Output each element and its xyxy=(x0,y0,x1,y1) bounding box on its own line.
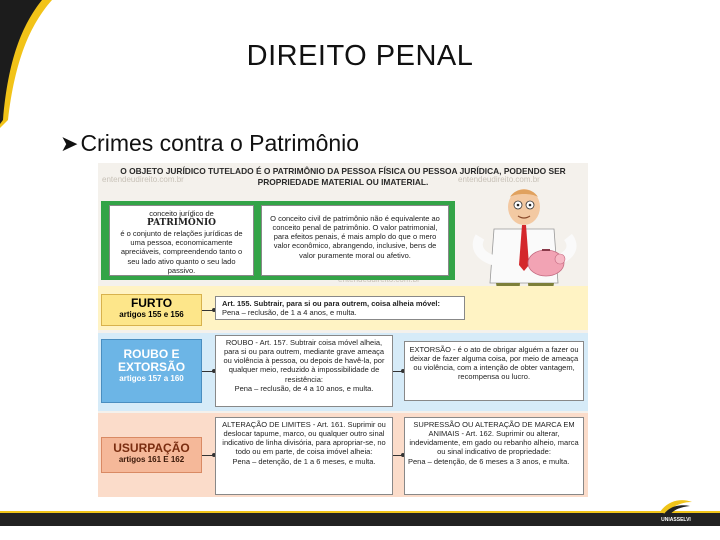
concept-body: é o conjunto de relações jurídicas de uma pessoa, economicamente apreciáveis, compreendendo tanto o seu lado ativo quanto o seu lado passivo. xyxy=(120,229,243,275)
civil-concept-box: O conceito civil de patrimônio não é equivalente ao conceito penal de patrimônio. O valor patrimonial, para efeitos penais, é mais amplo do que o mero valor econômico, abrangendo, inclusive, bens de valor puramente moral ou afetivo. xyxy=(261,205,449,276)
furto-article-box xyxy=(215,296,465,320)
furto-penalty: Pena – reclusão, de 1 a 4 anos, e multa. xyxy=(222,308,357,318)
infographic-header: O OBJETO JURÍDICO TUTELADO É O PATRIMÔNIO DA PESSOA FÍSICA OU PESSOA JURÍDICA, PODENDO SER PROPRIEDADE MATERIAL OU IMATERIAL. xyxy=(120,166,566,187)
crimes-infographic xyxy=(98,163,588,497)
alteracao-limites-box xyxy=(215,417,393,495)
watermark: entendeudireito.com.br xyxy=(102,175,184,184)
alteracao-penalty: Pena – detenção, de 1 a 6 meses, e multa. xyxy=(232,456,376,466)
furto-row xyxy=(98,286,588,330)
roubo-extorsao-label xyxy=(101,339,202,403)
roubo-extorsao-row xyxy=(98,333,588,411)
footer-bar xyxy=(0,513,720,526)
usurpacao-articles: artigos 161 E 162 xyxy=(118,455,185,465)
footer-logo-text: UNIASSELVI xyxy=(661,517,691,523)
roubo-article-box xyxy=(215,335,393,407)
usurpacao-row xyxy=(98,413,588,497)
extorsao-box: EXTORSÃO - é o ato de obrigar alguém a fazer ou deixar de fazer alguma coisa, por meio de ameaça ou violência, com a intenção de obter vantagem, recompensa ou lucro. xyxy=(404,341,584,401)
furto-title: FURTO xyxy=(130,296,173,310)
connector-arrow xyxy=(393,371,403,372)
bullet-text: Crimes contra o Patrimônio xyxy=(80,130,360,156)
roubo-penalty: Pena – reclusão, de 4 a 10 anos, e multa. xyxy=(234,383,374,393)
supressao-marca-box xyxy=(404,417,584,495)
bullet-item xyxy=(60,130,359,157)
furto-label xyxy=(101,294,202,326)
roubo-article-text: ROUBO - Art. 157. Subtrair coisa móvel alheia, para si ou para outrem, mediante grave ameaça ou violência à pessoa, ou depois de havê-la, por qualquer meio, reduzido à impossibilidade de resistência: xyxy=(223,338,385,384)
roubo-title-2: EXTORSÃO xyxy=(117,360,186,375)
usurpacao-title: USURPAÇÃO xyxy=(113,441,190,455)
concept-intro: conceito jurídico de xyxy=(149,209,214,218)
roubo-articles: artigos 157 a 160 xyxy=(119,374,184,384)
supressao-text: SUPRESSÃO OU ALTERAÇÃO DE MARCA EM ANIMAIS - Art. 162. Suprimir ou alterar, indevidamente, em gado ou rebanho alheio, marca ou sinal indicativo de propriedade: xyxy=(409,420,579,457)
patrimonio-concept-box xyxy=(109,205,254,276)
concept-frame xyxy=(101,201,455,280)
alteracao-text: ALTERAÇÃO DE LIMITES - Art. 161. Suprimir ou deslocar tapume, marco, ou qualquer outro sinal indicativo de linha divisória, para apropriar-se, no todo ou em parte, de coisa imóvel alheia: xyxy=(222,420,386,457)
patrimonio-word: PATRIMÔNIO xyxy=(146,218,217,229)
connector-arrow xyxy=(202,455,214,456)
connector-arrow xyxy=(393,455,403,456)
supressao-penalty: Pena – detenção, de 6 meses a 3 anos, e multa. xyxy=(408,456,570,466)
usurpacao-label xyxy=(101,437,202,473)
connector-arrow xyxy=(202,310,214,311)
roubo-title-1: ROUBO E xyxy=(123,347,180,361)
watermark: entendeudireito.com.br xyxy=(458,175,540,184)
furto-articles: artigos 155 e 156 xyxy=(119,310,184,320)
connector-arrow xyxy=(202,371,214,372)
arrow-bullet-icon: ➤ xyxy=(60,130,79,156)
slide-title: DIREITO PENAL xyxy=(246,40,474,72)
furto-article-text: Art. 155. Subtrair, para si ou para outrem, coisa alheia móvel: xyxy=(222,299,440,308)
